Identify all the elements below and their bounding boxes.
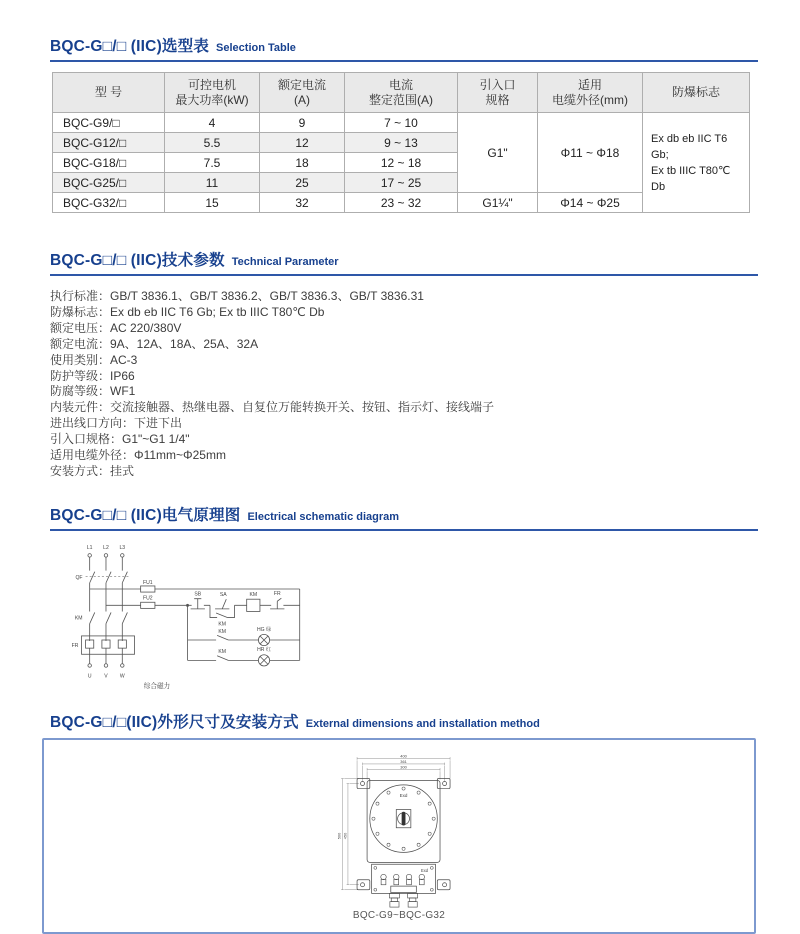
dim-width-outer: 400 (400, 753, 407, 759)
title-zh: BQC-G□/□ (IIC)选型表 (50, 38, 210, 55)
title-zh: BQC-G□/□ (IIC)技术参数 (50, 252, 225, 269)
title-en: External dimensions and installation method (305, 717, 540, 730)
section-title-selection (50, 34, 758, 56)
label-fr-main: FR (71, 643, 79, 650)
param-line: 额定电压：AC 220/380V (50, 320, 182, 335)
label-km-latch: KM (218, 621, 227, 628)
table-row (53, 113, 750, 133)
param-line: 防腐等级：WF1 (50, 384, 136, 399)
label-fr-nc: FR (273, 591, 281, 598)
power-cell: 15 (165, 193, 260, 213)
section-title-schematic (50, 503, 758, 525)
range-cell: 7 ~ 10 (345, 113, 458, 133)
label-km-main: KM (74, 615, 83, 622)
param-line: 内装元件：交流接触器、热继电器、自复位万能转换开关、按钮、指示灯、接线端子 (50, 400, 495, 415)
title-en: Technical Parameter (231, 256, 339, 268)
exmark-merged-cell: Ex db eb IIC T6 Gb; Ex tb IIIC T80℃ Db (643, 113, 750, 213)
dim-width-inner: 300 (400, 764, 407, 770)
dim-height-outer: 500 (336, 832, 342, 840)
title-en: Selection Table (216, 42, 296, 54)
label-sb: SB (194, 591, 202, 598)
current-cell: 18 (260, 153, 345, 173)
power-cell: 5.5 (165, 133, 260, 153)
range-cell: 12 ~ 18 (345, 153, 458, 173)
param-line: 防护等级：IP66 (50, 368, 135, 383)
current-cell: 32 (260, 193, 345, 213)
range-cell: 9 ~ 13 (345, 133, 458, 153)
param-line: 执行标准：GB/T 3836.1、GB/T 3836.2、GB/T 3836.3、GB/T 3836.31 (50, 289, 424, 303)
device-range-caption: BQC-G9~BQC-G32 (352, 909, 446, 921)
label-km-hr: KM (218, 649, 227, 656)
inlet-merged-cell: G1" (458, 113, 538, 193)
model-cell: BQC-G12/□ (53, 133, 165, 153)
col-header-inlet: 引入口 规格 (458, 73, 538, 113)
selection-table-header (53, 73, 750, 113)
param-line: 适用电缆外径：Φ11mm~Φ25mm (50, 448, 226, 463)
label-hg-green-lamp: HG 绿 (256, 626, 272, 633)
label-l2: L2 (103, 545, 109, 552)
selection-table (52, 72, 750, 213)
param-line: 安装方式：挂式 (50, 463, 135, 478)
section-title-dimensions (50, 710, 758, 732)
param-line: 引入口规格：G1"~G1 1/4" (50, 432, 190, 447)
model-cell: BQC-G25/□ (53, 173, 165, 193)
range-cell: 23 ~ 32 (345, 193, 458, 213)
power-cell: 4 (165, 113, 260, 133)
label-v: V (104, 673, 108, 680)
label-fu2: FU2 (142, 595, 153, 602)
label-w: W (119, 673, 125, 680)
inlet-cell: G1¼" (458, 193, 538, 213)
tech-parameter-list (50, 289, 758, 480)
col-header-model: 型 号 (53, 73, 165, 113)
electrical-schematic-figure (55, 538, 758, 691)
title-zh: BQC-G□/□ (IIC)电气原理图 (50, 506, 241, 524)
param-line: 额定电流：9A、12A、18A、25A、32A (50, 336, 259, 351)
label-km-hg: KM (218, 628, 227, 635)
model-cell: BQC-G18/□ (53, 153, 165, 173)
exd-marking-bottom: Exd (420, 867, 429, 873)
label-hr-red-lamp: HR 红 (257, 647, 271, 654)
col-header-cable: 适用 电缆外径(mm) (538, 73, 643, 113)
col-header-range: 电流 整定范围(A) (345, 73, 458, 113)
label-u: U (87, 673, 92, 680)
range-cell: 17 ~ 25 (345, 173, 458, 193)
col-header-power: 可控电机 最大功率(kW) (165, 73, 260, 113)
electrical-schematic-icon (55, 538, 315, 691)
dim-width-mid: 361 (400, 758, 407, 764)
cable-cell: Φ14 ~ Φ25 (538, 193, 643, 213)
dimensions-panel (42, 738, 756, 934)
title-zh: BQC-G□/□(IIC)外形尺寸及安装方式 (50, 713, 299, 731)
current-cell: 12 (260, 133, 345, 153)
title-underline (50, 274, 758, 276)
label-l1: L1 (86, 545, 93, 552)
current-cell: 25 (260, 173, 345, 193)
power-cell: 11 (165, 173, 260, 193)
param-line: 使用类别：AC-3 (50, 352, 138, 367)
device-drawing-icon (335, 753, 463, 908)
param-line: 防爆标志：Ex db eb IIC T6 Gb; Ex tb IIIC T80℃ Db (50, 304, 325, 319)
col-header-exmark: 防爆标志 (643, 73, 750, 113)
current-cell: 9 (260, 113, 345, 133)
col-header-current: 额定电流 (A) (260, 73, 345, 113)
section-title-tech (50, 248, 758, 270)
title-underline (50, 60, 758, 62)
label-km-coil: KM (249, 592, 258, 599)
model-cell: BQC-G32/□ (53, 193, 165, 213)
param-line: 进出线口方向：下进下出 (50, 416, 183, 431)
title-en: Electrical schematic diagram (247, 510, 400, 523)
exd-marking-top: Exd (399, 792, 408, 798)
power-cell: 7.5 (165, 153, 260, 173)
label-qf: QF (75, 574, 83, 581)
title-underline (50, 529, 758, 531)
schematic-caption: 综合磁力 (143, 682, 171, 690)
cable-merged-cell: Φ11 ~ Φ18 (538, 113, 643, 193)
label-l3: L3 (119, 545, 126, 552)
dim-height-inner: 450 (342, 832, 348, 840)
label-fu1: FU1 (142, 579, 153, 586)
model-cell: BQC-G9/□ (53, 113, 165, 133)
label-sa: SA (219, 592, 227, 599)
